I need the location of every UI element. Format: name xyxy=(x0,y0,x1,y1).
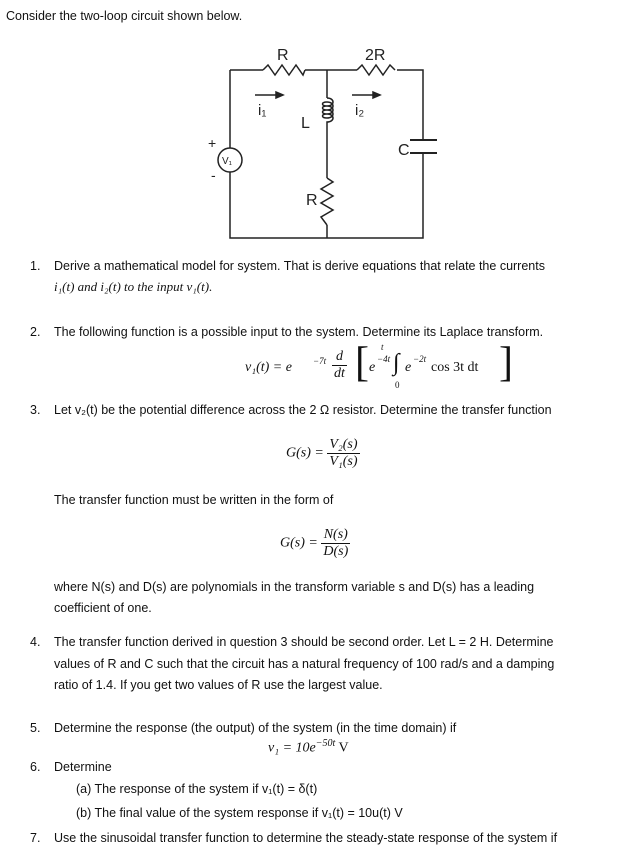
q3-number: 3. xyxy=(30,403,41,417)
q2-number: 2. xyxy=(30,325,41,339)
q1-text: Derive a mathematical model for system. That is derive equations that relate the currents xyxy=(54,259,545,273)
q4-line2: values of R and C such that the circuit has a natural frequency of 100 rad/s and a damping xyxy=(54,657,555,671)
q5-equation: $v_1 = 10e^{-50t}$ V xyxy=(268,738,349,756)
circuit-diagram xyxy=(195,40,445,270)
label-i2: i₂ xyxy=(355,102,365,119)
q7-text: Use the sinusoidal transfer function to determine the steady-state response of the system if xyxy=(54,831,558,845)
label-2r: 2R xyxy=(365,47,386,64)
label-c: C xyxy=(398,142,410,159)
label-l: L xyxy=(301,115,310,132)
q1-number: 1. xyxy=(30,259,41,273)
label-r3: R xyxy=(306,192,318,209)
q5-number: 5. xyxy=(30,721,41,735)
q3-mid-text: The transfer function must be written in the form of xyxy=(54,493,334,507)
q4-line3: ratio of 1.4. If you get two values of R use the largest value. xyxy=(54,678,383,692)
q6-part-b: (b) The final value of the system response if v₁(t) = 10u(t) V xyxy=(76,806,403,820)
label-i1: i₁ xyxy=(258,102,267,119)
q3-transfer-equation: G(s) = $\frac{\text{V₂(s)}}{\text{V₁(s)}}$ xyxy=(286,437,358,469)
q6-number: 6. xyxy=(30,760,41,774)
q6-text: Determine xyxy=(54,760,112,774)
q2-text: The following function is a possible input to the system. Determine its Laplace transform. xyxy=(54,325,544,339)
intro-text: Consider the two-loop circuit shown below. xyxy=(6,9,243,23)
label-minus: - xyxy=(211,167,216,183)
resistor-r1 xyxy=(263,65,305,75)
inductor xyxy=(323,98,334,142)
q4-line1: The transfer function derived in question 3 should be second order. Let L = 2 H. Determine xyxy=(54,635,554,649)
q3-after-1: where N(s) and D(s) are polynomials in the transform variable s and D(s) has a leading xyxy=(54,580,535,594)
q7-number: 7. xyxy=(30,831,41,845)
label-v1: V₁ xyxy=(222,156,233,167)
q3-text: Let v₂(t) be the potential difference across the 2 Ω resistor. Determine the transfer function xyxy=(54,403,552,417)
q4-number: 4. xyxy=(30,635,41,649)
resistor-2r xyxy=(357,65,395,75)
label-r1: R xyxy=(277,47,289,64)
label-plus: + xyxy=(208,135,217,151)
q3-after-2: coefficient of one. xyxy=(54,601,152,615)
q1-line2: i₁(t) and i₂(t) to the input v₁(t). xyxy=(54,279,213,294)
capacitor xyxy=(410,140,437,153)
resistor-r3 xyxy=(321,178,333,225)
q5-text: Determine the response (the output) of the system (in the time domain) if xyxy=(54,721,457,735)
q3-form-equation: G(s) = $\frac{N(s)}{D(s)}$ xyxy=(280,527,349,559)
q6-part-a: (a) The response of the system if v₁(t) = δ(t) xyxy=(76,782,318,796)
